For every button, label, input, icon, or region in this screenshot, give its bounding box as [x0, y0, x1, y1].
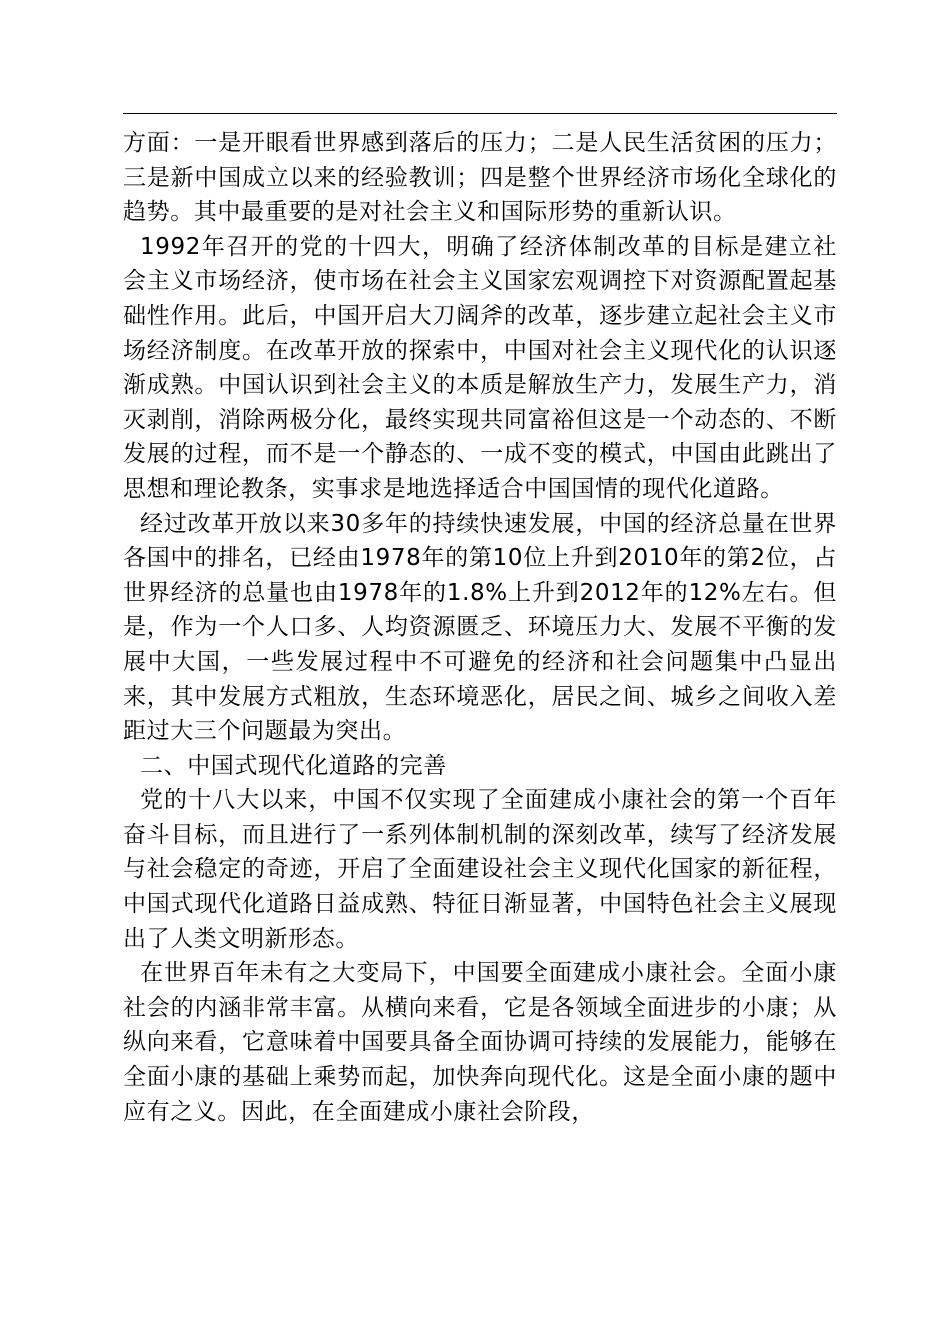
- paragraph-5: 在世界百年未有之大变局下，中国要全面建成小康社会。全面小康社会的内涵非常丰富。从横向来看，它是各领域全面进步的小康；从纵向来看，它意味着中国要具备全面协调可持续的发展能力，能够在全面小康的基础上乘势而起，加快奔向现代化。这是全面小康的题中应有之义。因此，在全面建成小康社会阶段，: [123, 960, 837, 1125]
- section-heading: 二、中国式现代化道路的完善: [140, 752, 447, 779]
- paragraph-3: 经过改革开放以来30多年的持续快速发展，中国的经济总量在世界各国中的排名，已经由1978年的第10位上升到2010年的第2位，占世界经济的总量也由1978年的1.8%上升到2012年的12%左右。但是，作为一个人口多、人均资源匮乏、环境压力大、发展不平衡的发展中大国，一些发展过程中不可避免的经济和社会问题集中凸显出来，其中发展方式粗放，生态环境恶化，居民之间、城乡之间收入差距过大三个问题最为突出。: [123, 510, 837, 745]
- header-rule: [123, 113, 837, 114]
- body-text: [123, 126, 837, 1129]
- paragraph-4: 党的十八大以来，中国不仅实现了全面建成小康社会的第一个百年奋斗目标，而且进行了一系列体制机制的深刻改革，续写了经济发展与社会稳定的奇迹，开启了全面建设社会主义现代化国家的新征程，中国式现代化道路日益成熟、特征日渐显著，中国特色社会主义展现出了人类文明新形态。: [123, 787, 837, 952]
- paragraph-1: 方面：一是开眼看世界感到落后的压力；二是人民生活贫困的压力；三是新中国成立以来的经验教训；四是整个世界经济市场化全球化的趋势。其中最重要的是对社会主义和国际形势的重新认识。: [123, 130, 837, 226]
- paragraph-2: 1992年召开的党的十四大，明确了经济体制改革的目标是建立社会主义市场经济，使市场在社会主义国家宏观调控下对资源配置起基础性作用。此后，中国开启大刀阔斧的改革，逐步建立起社会主义市场经济制度。在改革开放的探索中，中国对社会主义现代化的认识逐渐成熟。中国认识到社会主义的本质是解放生产力，发展生产力，消灭剥削，消除两极分化，最终实现共同富裕但这是一个动态的、不断发展的过程，而不是一个静态的、一成不变的模式，中国由此跳出了思想和理论教条，实事求是地选择适合中国国情的现代化道路。: [123, 233, 837, 502]
